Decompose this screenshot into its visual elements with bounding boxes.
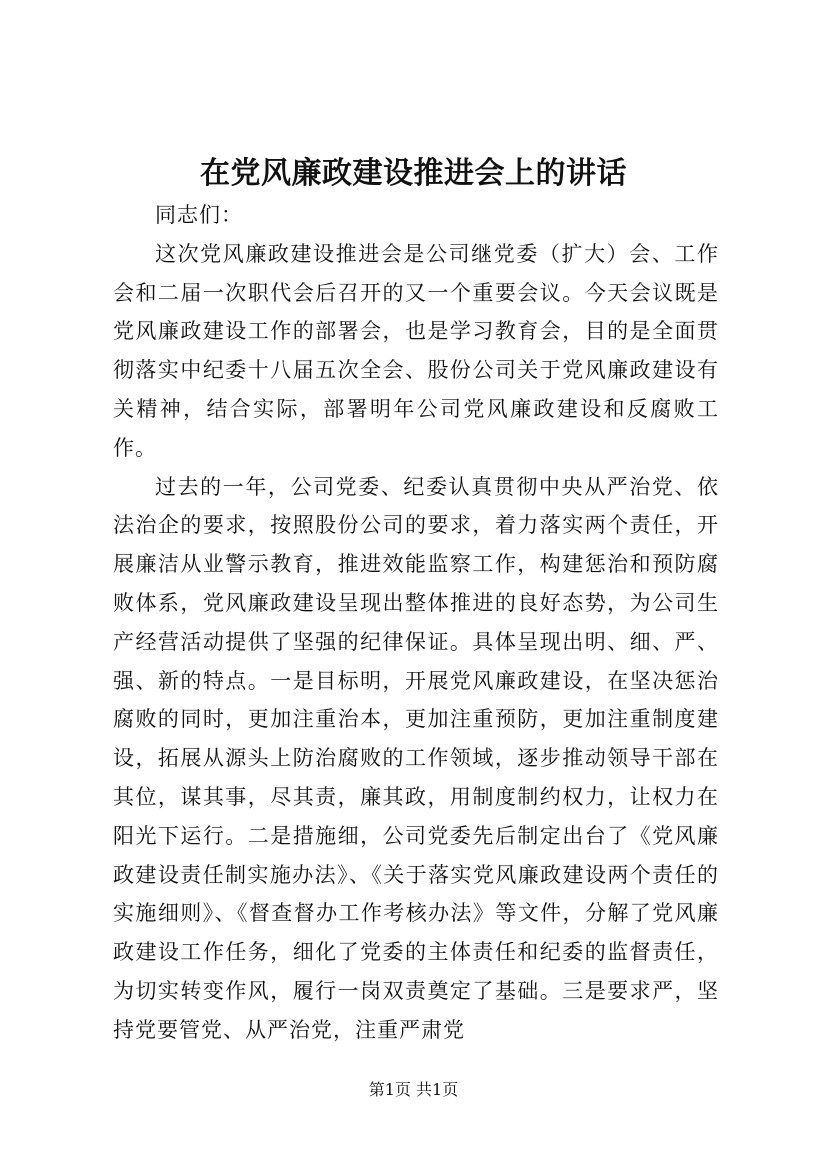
document-body [113,196,719,1050]
paragraph-2: 过去的一年，公司党委、纪委认真贯彻中央从严治党、依法治企的要求，按照股份公司的要求，着力落实两个责任，开展廉洁从业警示教育，推进效能监察工作，构建惩治和预防腐败体系，党风廉政建设呈现出整体推进的良好态势，为公司生产经营活动提供了坚强的纪律保证。具体呈现出明、细、严、强、新的特点。一是目标明，开展党风廉政建设，在坚决惩治腐败的同时，更加注重治本，更加注重预防，更加注重制度建设，拓展从源头上防治腐败的工作领域，逐步推动领导干部在其位，谋其事，尽其责，廉其政，用制度制约权力，让权力在阳光下运行。二是措施细，公司党委先后制定出台了《党风廉政建设责任制实施办法》、《关于落实党风廉政建设两个责任的实施细则》、《督查督办工作考核办法》等文件，分解了党风廉政建设工作任务，细化了党委的主体责任和纪委的监督责任，为切实转变作风，履行一岗双责奠定了基础。三是要求严，坚持党要管党、从严治党，注重严肃党 [113,474,719,1042]
page-number-footer: 第1页 共1页 [368,1080,459,1099]
paragraph-1: 这次党风廉政建设推进会是公司继党委（扩大）会、工作会和二届一次职代会后召开的又一个重要会议。今天会议既是党风廉政建设工作的部署会，也是学习教育会，目的是全面贯彻落实中纪委十八届五次全会、股份公司关于党风廉政建设有关精神，结合实际，部署明年公司党风廉政建设和反腐败工作。 [113,241,719,460]
greeting-text: 同志们： [155,203,243,227]
document-title: 在党风廉政建设推进会上的讲话 [200,156,627,191]
